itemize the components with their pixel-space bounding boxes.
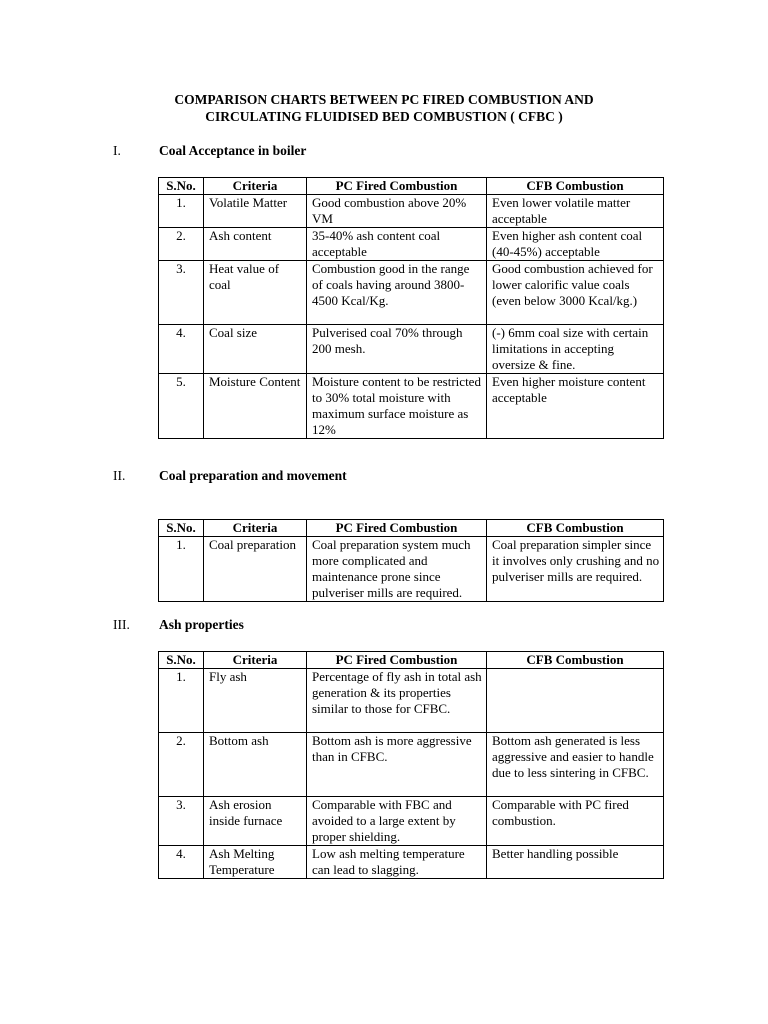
coal-preparation-table [158, 519, 664, 602]
header-pc: PC Fired Combustion [307, 652, 487, 669]
header-cfb: CFB Combustion [487, 178, 664, 195]
table-header-row [159, 178, 664, 195]
header-sno: S.No. [159, 520, 204, 537]
cell-criteria: Moisture Content [204, 374, 307, 439]
cell-pc: Good combustion above 20% VM [307, 195, 487, 228]
cell-sno: 3. [159, 797, 204, 846]
section-number: I. [113, 143, 121, 158]
cell-sno: 4. [159, 846, 204, 879]
cell-sno: 2. [159, 733, 204, 797]
table-row [159, 195, 664, 228]
header-criteria: Criteria [204, 652, 307, 669]
section-title: Coal Acceptance in boiler [159, 143, 307, 158]
title-line-2: CIRCULATING FLUIDISED BED COMBUSTION ( CFBC ) [205, 109, 563, 124]
cell-criteria: Bottom ash [204, 733, 307, 797]
table-row [159, 797, 664, 846]
cell-sno: 3. [159, 261, 204, 325]
cell-pc: Percentage of fly ash in total ash generation & its properties similar to those for CFBC. [307, 669, 487, 733]
cell-criteria: Coal size [204, 325, 307, 374]
section-title: Coal preparation and movement [159, 468, 347, 483]
cell-cfb: Bottom ash generated is less aggressive and easier to handle due to less sintering in CFBC. [487, 733, 664, 797]
section-number: II. [113, 468, 126, 483]
header-pc: PC Fired Combustion [307, 520, 487, 537]
cell-sno: 2. [159, 228, 204, 261]
table-header-row [159, 520, 664, 537]
cell-criteria: Ash erosion inside furnace [204, 797, 307, 846]
title-line-1: COMPARISON CHARTS BETWEEN PC FIRED COMBUSTION AND [174, 92, 594, 107]
cell-criteria: Coal preparation [204, 537, 307, 602]
table-header-row [159, 652, 664, 669]
cell-pc: 35-40% ash content coal acceptable [307, 228, 487, 261]
header-criteria: Criteria [204, 178, 307, 195]
cell-cfb: Even higher ash content coal (40-45%) acceptable [487, 228, 664, 261]
cell-pc: Pulverised coal 70% through 200 mesh. [307, 325, 487, 374]
header-sno: S.No. [159, 178, 204, 195]
section-heading-2 [0, 468, 768, 486]
cell-pc: Low ash melting temperature can lead to slagging. [307, 846, 487, 879]
table-row [159, 537, 664, 602]
section-heading-3 [0, 617, 768, 635]
cell-pc: Combustion good in the range of coals having around 3800-4500 Kcal/Kg. [307, 261, 487, 325]
table-row [159, 325, 664, 374]
table-row [159, 846, 664, 879]
cell-criteria: Fly ash [204, 669, 307, 733]
cell-pc: Comparable with FBC and avoided to a large extent by proper shielding. [307, 797, 487, 846]
header-cfb: CFB Combustion [487, 652, 664, 669]
cell-pc: Moisture content to be restricted to 30% total moisture with maximum surface moisture as 12% [307, 374, 487, 439]
header-sno: S.No. [159, 652, 204, 669]
cell-pc: Bottom ash is more aggressive than in CFBC. [307, 733, 487, 797]
cell-criteria: Heat value of coal [204, 261, 307, 325]
cell-cfb: Comparable with PC fired combustion. [487, 797, 664, 846]
cell-cfb: Even higher moisture content acceptable [487, 374, 664, 439]
section-heading-1 [0, 143, 768, 161]
cell-cfb: Better handling possible [487, 846, 664, 879]
cell-sno: 4. [159, 325, 204, 374]
cell-criteria: Volatile Matter [204, 195, 307, 228]
cell-pc: Coal preparation system much more complicated and maintenance prone since pulveriser mills are required. [307, 537, 487, 602]
cell-sno: 1. [159, 195, 204, 228]
section-title: Ash properties [159, 617, 244, 632]
coal-acceptance-table [158, 177, 664, 439]
cell-cfb: Good combustion achieved for lower calorific value coals (even below 3000 Kcal/kg.) [487, 261, 664, 325]
cell-sno: 5. [159, 374, 204, 439]
cell-cfb: Even lower volatile matter acceptable [487, 195, 664, 228]
document-title [0, 91, 768, 125]
table-row [159, 733, 664, 797]
header-cfb: CFB Combustion [487, 520, 664, 537]
table-row [159, 228, 664, 261]
table-row [159, 374, 664, 439]
cell-cfb: (-) 6mm coal size with certain limitations in accepting oversize & fine. [487, 325, 664, 374]
cell-criteria: Ash content [204, 228, 307, 261]
cell-sno: 1. [159, 669, 204, 733]
header-pc: PC Fired Combustion [307, 178, 487, 195]
cell-criteria: Ash Melting Temperature [204, 846, 307, 879]
table-row [159, 669, 664, 733]
cell-cfb: Coal preparation simpler since it involves only crushing and no pulveriser mills are required. [487, 537, 664, 602]
ash-properties-table [158, 651, 664, 879]
cell-sno: 1. [159, 537, 204, 602]
cell-cfb [487, 669, 664, 733]
section-number: III. [113, 617, 130, 632]
table-row [159, 261, 664, 325]
header-criteria: Criteria [204, 520, 307, 537]
